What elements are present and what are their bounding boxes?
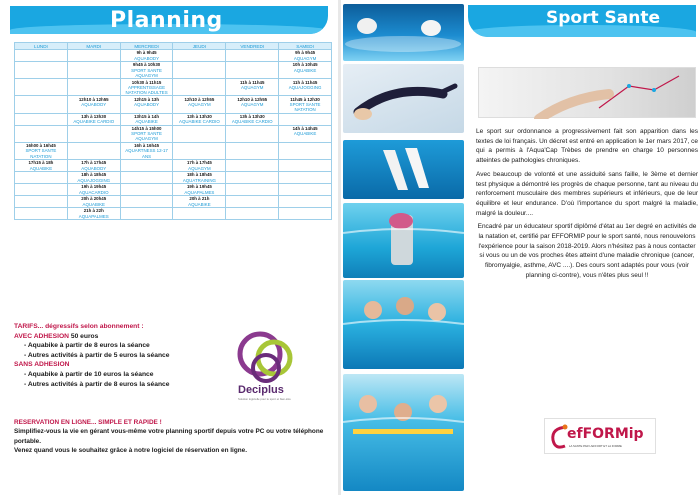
page-fold: [338, 0, 341, 495]
schedule-cell: [67, 184, 120, 196]
efformip-tagline: LA SANTE PAR L'EFFORT ET LA FORME: [569, 444, 622, 448]
schedule-row: [15, 208, 332, 220]
schedule-cell: [67, 172, 120, 184]
schedule-cell: [279, 142, 332, 159]
schedule-cell: [67, 142, 120, 159]
day-header: MARDI: [67, 43, 120, 50]
day-header: VENDREDI: [226, 43, 279, 50]
schedule-cell: [173, 125, 226, 142]
aquagym-photo: [343, 374, 464, 491]
session-time: 20h à 21h: [189, 196, 210, 202]
session-time: 10h30 à 11h15: [131, 79, 162, 85]
avec-adhesion-line: [14, 332, 224, 342]
session-time: 20h à 20h45: [81, 196, 107, 202]
session-activity: AQUAJOGGING: [288, 84, 322, 90]
schedule-cell: [67, 208, 120, 220]
schedule-cell: [226, 62, 279, 79]
session-activity: AQUABIKE: [188, 201, 211, 207]
session-activity: AQUAGYM: [241, 101, 264, 107]
schedule-cell: [226, 96, 279, 113]
schedule-cell: [226, 79, 279, 96]
session-time: 16h00 à 16h45: [26, 143, 56, 149]
schedule-row: [15, 196, 332, 208]
planning-table: [14, 42, 332, 220]
session-activity: SPORT SANTE NATATION: [25, 148, 57, 159]
schedule-cell: [226, 208, 279, 220]
schedule-cell: [279, 79, 332, 96]
schedule-cell: [226, 184, 279, 196]
schedule-row: [15, 113, 332, 125]
schedule-cell: [67, 125, 120, 142]
schedule-cell: [120, 142, 173, 159]
schedule-cell: [120, 172, 173, 184]
schedule-cell: [226, 196, 279, 208]
photo-column: [343, 0, 464, 495]
schedule-cell: [226, 50, 279, 62]
schedule-cell: [120, 196, 173, 208]
session-activity: AQUABODY: [134, 101, 160, 107]
day-header: MERCREDI: [120, 43, 173, 50]
schedule-cell: [173, 62, 226, 79]
session-activity: AQUABIKE CARDIO: [73, 119, 115, 125]
sans-adhesion-label: SANS ADHESION: [14, 361, 70, 369]
schedule-row: [15, 172, 332, 184]
session-activity: AQUAGYM: [241, 84, 264, 90]
schedule-cell: [173, 50, 226, 62]
schedule-cell: [279, 125, 332, 142]
reservation-heading: RESERVATION EN LIGNE...: [14, 419, 97, 426]
session-activity: AQUABODY: [81, 101, 107, 107]
schedule-cell: [67, 96, 120, 113]
session-activity: AQUABIKE: [82, 201, 105, 207]
schedule-cell: [173, 96, 226, 113]
swimmers-photo: [343, 4, 464, 61]
schedule-cell: [173, 79, 226, 96]
session-time: 17h15 à 18h: [28, 160, 54, 166]
schedule-cell: [173, 208, 226, 220]
schedule-cell: [120, 96, 173, 113]
reservation-heading-line: [14, 418, 334, 427]
session-activity: AQUABIKE CARDIO: [231, 119, 273, 125]
schedule-cell: [226, 113, 279, 125]
schedule-cell: [15, 125, 68, 142]
schedule-cell: [173, 160, 226, 172]
session-time: 21h à 22h: [83, 208, 104, 214]
reservation-text-1: Simplifiez-vous la vie en gérant vous-même votre planning sportif depuis votre PC ou votre téléphone portable.: [14, 428, 324, 445]
schedule-row: [15, 160, 332, 172]
schedule-cell: [279, 160, 332, 172]
sport-sante-paragraph: Encadré par un éducateur sportif diplômé d'état au 1er degré en activités de la natation et, certifié par EFFORMIP pour le sport santé, nous renouvelons l'expérience pour la saison 2018-2019. Alors n'hésitez pas à nous contacter si vous ou un de vos proches êtes atteint d'une maladie chronique (cancer, fibromyalgie, asthme, AVC ....). Des cours sont adaptés pour vous (voir planning ci-contre), vous n'êtes plus seul !!: [477, 223, 697, 279]
session-activity: AQUABIKE: [135, 119, 158, 125]
schedule-row: [15, 125, 332, 142]
session-time: 14h à 14h45: [292, 125, 318, 131]
session-activity: AQUAGYM: [293, 55, 317, 61]
schedule-cell: [15, 172, 68, 184]
session-activity: SPORT SANTE NATATION: [289, 101, 321, 113]
schedule-cell: [15, 184, 68, 196]
session-time: 12h10 à 12h55: [184, 96, 215, 102]
session-time: 11h à 11h45: [240, 79, 265, 85]
schedule-row: [15, 62, 332, 79]
schedule-cell: [15, 96, 68, 113]
schedule-cell: [120, 208, 173, 220]
session-activity: AQUARTNESS 12-17 ANS: [125, 148, 168, 159]
session-activity: AQUABODY: [134, 55, 160, 61]
schedule-cell: [120, 113, 173, 125]
session-activity: AQUAPALMES: [184, 189, 215, 195]
sport-sante-text: [476, 127, 698, 285]
tarif-item: - Aquabike à partir de 10 euros la séance: [24, 370, 224, 380]
session-time: 17h à 17h45: [81, 160, 107, 166]
schedule-row: [15, 184, 332, 196]
planning-header-row: [15, 43, 332, 50]
session-time: 10h à 10h45: [292, 62, 318, 68]
schedule-cell: [173, 142, 226, 159]
session-time: 9h à 9h45: [136, 50, 157, 56]
session-time: 19h à 19h45: [186, 184, 212, 190]
flippers-photo: [343, 140, 464, 199]
schedule-cell: [15, 160, 68, 172]
schedule-cell: [279, 208, 332, 220]
schedule-cell: [226, 142, 279, 159]
sport-sante-title: Sport Sante: [546, 8, 660, 28]
session-activity: AQUACARDIO: [78, 189, 109, 195]
schedule-cell: [120, 79, 173, 96]
session-activity: AQUAGYM: [188, 101, 211, 107]
avec-adhesion-price: 50 euros: [69, 332, 99, 340]
session-activity: AQUABIKE: [293, 131, 317, 137]
deciplus-tagline: Solution logicielle pour le sport et bien-être: [238, 397, 291, 401]
schedule-cell: [67, 160, 120, 172]
day-header: LUNDI: [15, 43, 68, 50]
schedule-cell: [279, 62, 332, 79]
schedule-cell: [173, 196, 226, 208]
session-activity: AQUAPALMES: [78, 213, 109, 219]
session-activity: AQUAJOGGING: [77, 177, 111, 183]
tarif-item: - Aquabike à partir de 8 euros la séance: [24, 341, 224, 351]
session-time: 14h15 à 15h00: [131, 125, 162, 131]
schedule-cell: [67, 79, 120, 96]
session-time: 18h à 18h45: [81, 172, 107, 178]
hand-chart-photo: [478, 67, 696, 118]
schedule-cell: [226, 172, 279, 184]
deciplus-name: Deciplus: [238, 384, 284, 396]
session-activity: APPRENTISSAGE NATATION ADULTES: [125, 84, 168, 95]
schedule-cell: [15, 208, 68, 220]
session-time: 9h45 à 10h30: [132, 62, 161, 68]
schedule-cell: [279, 184, 332, 196]
schedule-row: [15, 96, 332, 113]
sport-sante-paragraph: Le sport sur ordonnance a progressivement fait son apparition dans les textes de loi français. Un décret est entré en application le 1er mars 2017, ce qui a permis à l'Aqua'Cap Trèbes de prendre en charge 10 personnes atteintes de pathologies chroniques.: [476, 128, 698, 165]
session-time: 13h à 13h30: [186, 113, 212, 119]
avec-adhesion-list: [14, 341, 224, 360]
schedule-cell: [120, 160, 173, 172]
schedule-cell: [279, 172, 332, 184]
schedule-row: [15, 142, 332, 159]
pool-group-photo: [343, 280, 464, 369]
efformip-logo: [544, 418, 656, 454]
session-time: 12h10 à 12h55: [78, 96, 109, 102]
tarif-item: - Autres activités à partir de 8 euros la séance: [24, 380, 224, 390]
aquabike-swim-photo: [343, 64, 464, 133]
schedule-cell: [15, 79, 68, 96]
schedule-cell: [67, 196, 120, 208]
day-header: SAMEDI: [279, 43, 332, 50]
sans-adhesion-list: [14, 370, 224, 389]
session-time: 12h15 à 13h: [134, 96, 160, 102]
planning-panel: [0, 0, 338, 495]
session-activity: AQUAGYM: [188, 165, 211, 171]
schedule-cell: [279, 113, 332, 125]
avec-adhesion-label: AVEC ADHESION: [14, 332, 69, 340]
schedule-cell: [120, 125, 173, 142]
day-header: JEUDI: [173, 43, 226, 50]
session-time: 13h15 à 14h: [134, 113, 160, 119]
planning-title: Planning: [110, 8, 223, 33]
schedule-cell: [120, 50, 173, 62]
sport-sante-paragraph: Avec beaucoup de volonté et une assiduité sans faille, le 3ème et dernier test physique a démontré les progrès de chaque personne, tant au niveau du renforcement musculaire des membres supérieurs et inférieurs, que de leur équilibre et leur endurance. D'où l'importance du sport malgré la maladie, malgré la douleur....: [476, 170, 698, 217]
session-time: 12h10 à 12h55: [237, 96, 268, 102]
schedule-cell: [226, 125, 279, 142]
schedule-cell: [15, 196, 68, 208]
schedule-cell: [279, 50, 332, 62]
session-time: 19h à 19h45: [81, 184, 107, 190]
schedule-cell: [15, 142, 68, 159]
sport-sante-panel: [468, 0, 700, 495]
session-time: 11h à 11h45: [292, 79, 318, 85]
session-time: 16h à 16h45: [134, 143, 160, 149]
session-activity: AQUATRAINING: [182, 177, 216, 183]
tarifs-section: [14, 322, 224, 389]
session-activity: SPORT SANTE AQUAGYM: [131, 67, 162, 78]
session-activity: AQUABIKE: [29, 165, 53, 171]
aquabike-photo: [343, 203, 464, 278]
session-time: 13h à 13h30: [239, 113, 265, 119]
schedule-cell: [15, 50, 68, 62]
tarif-item: - Autres activités à partir de 5 euros la séance: [24, 351, 224, 361]
schedule-cell: [173, 172, 226, 184]
schedule-cell: [173, 113, 226, 125]
session-time: 17h à 17h45: [186, 160, 212, 166]
session-time: 9h à 9h45: [295, 50, 316, 56]
schedule-cell: [120, 184, 173, 196]
tarifs-heading: TARIFS... dégressifs selon abonnement :: [14, 323, 144, 330]
session-activity: AQUABIKE: [293, 67, 317, 73]
session-activity: AQUABODY: [81, 165, 107, 171]
schedule-cell: [279, 196, 332, 208]
schedule-cell: [15, 113, 68, 125]
schedule-cell: [67, 62, 120, 79]
session-activity: SPORT SANTE AQUAGYM: [131, 131, 162, 142]
schedule-cell: [226, 160, 279, 172]
schedule-cell: [15, 62, 68, 79]
session-activity: AQUABIKE CARDIO: [179, 119, 220, 125]
schedule-row: [15, 50, 332, 62]
planning-body: [15, 50, 332, 220]
schedule-cell: [67, 113, 120, 125]
schedule-cell: [173, 184, 226, 196]
session-time: 18h à 18h45: [186, 172, 212, 178]
schedule-row: [15, 79, 332, 96]
session-time: 11h45 à 12h30: [290, 96, 320, 102]
session-time: 13h à 13h30: [81, 113, 107, 119]
schedule-cell: [120, 62, 173, 79]
reservation-section: [14, 418, 334, 456]
reservation-heading-extra: SIMPLE ET RAPIDE !: [96, 419, 162, 426]
efformip-name: efFORMip: [567, 426, 644, 442]
schedule-cell: [279, 96, 332, 113]
reservation-text-2: Venez quand vous le souhaitez grâce à notre logiciel de réservation en ligne.: [14, 447, 247, 455]
schedule-cell: [67, 50, 120, 62]
